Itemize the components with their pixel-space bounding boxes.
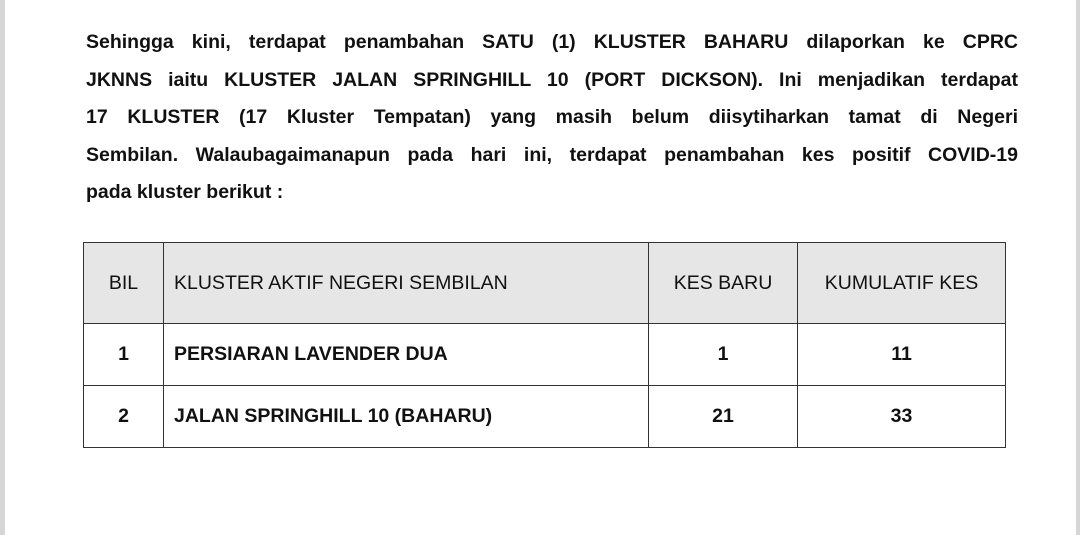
cell-new-cases: 1 — [649, 324, 798, 386]
cell-new-cases: 21 — [649, 386, 798, 448]
paragraph-line: Sembilan. Walaubagaimanapun pada hari ini, terdapat penambahan kes positif COVID-19 — [86, 143, 1018, 166]
cell-cluster-name: PERSIARAN LAVENDER DUA — [164, 324, 649, 386]
paragraph-line: pada kluster berikut : — [86, 181, 284, 203]
cluster-table — [83, 242, 1006, 448]
header-cumulative-cases: KUMULATIF KES — [798, 243, 1006, 324]
table-header-row — [84, 243, 1006, 324]
paragraph-line: JKNNS iaitu KLUSTER JALAN SPRINGHILL 10 (PORT DICKSON). Ini menjadikan terdapat — [86, 68, 1018, 91]
header-bil: BIL — [84, 243, 164, 324]
cell-cluster-name: JALAN SPRINGHILL 10 (BAHARU) — [164, 386, 649, 448]
header-new-cases: KES BARU — [649, 243, 798, 324]
announcement-paragraph — [86, 24, 1018, 212]
paragraph-line: Sehingga kini, terdapat penambahan SATU (1) KLUSTER BAHARU dilaporkan ke CPRC — [86, 31, 1018, 53]
table-row — [84, 386, 1006, 448]
cell-cumulative-cases: 33 — [798, 386, 1006, 448]
right-border — [1076, 0, 1080, 535]
cell-bil: 1 — [84, 324, 164, 386]
cell-bil: 2 — [84, 386, 164, 448]
cell-cumulative-cases: 11 — [798, 324, 1006, 386]
paragraph-line: 17 KLUSTER (17 Kluster Tempatan) yang masih belum diisytiharkan tamat di Negeri — [86, 106, 1018, 128]
left-border — [0, 0, 5, 535]
table-row — [84, 324, 1006, 386]
header-cluster-name: KLUSTER AKTIF NEGERI SEMBILAN — [164, 243, 649, 324]
